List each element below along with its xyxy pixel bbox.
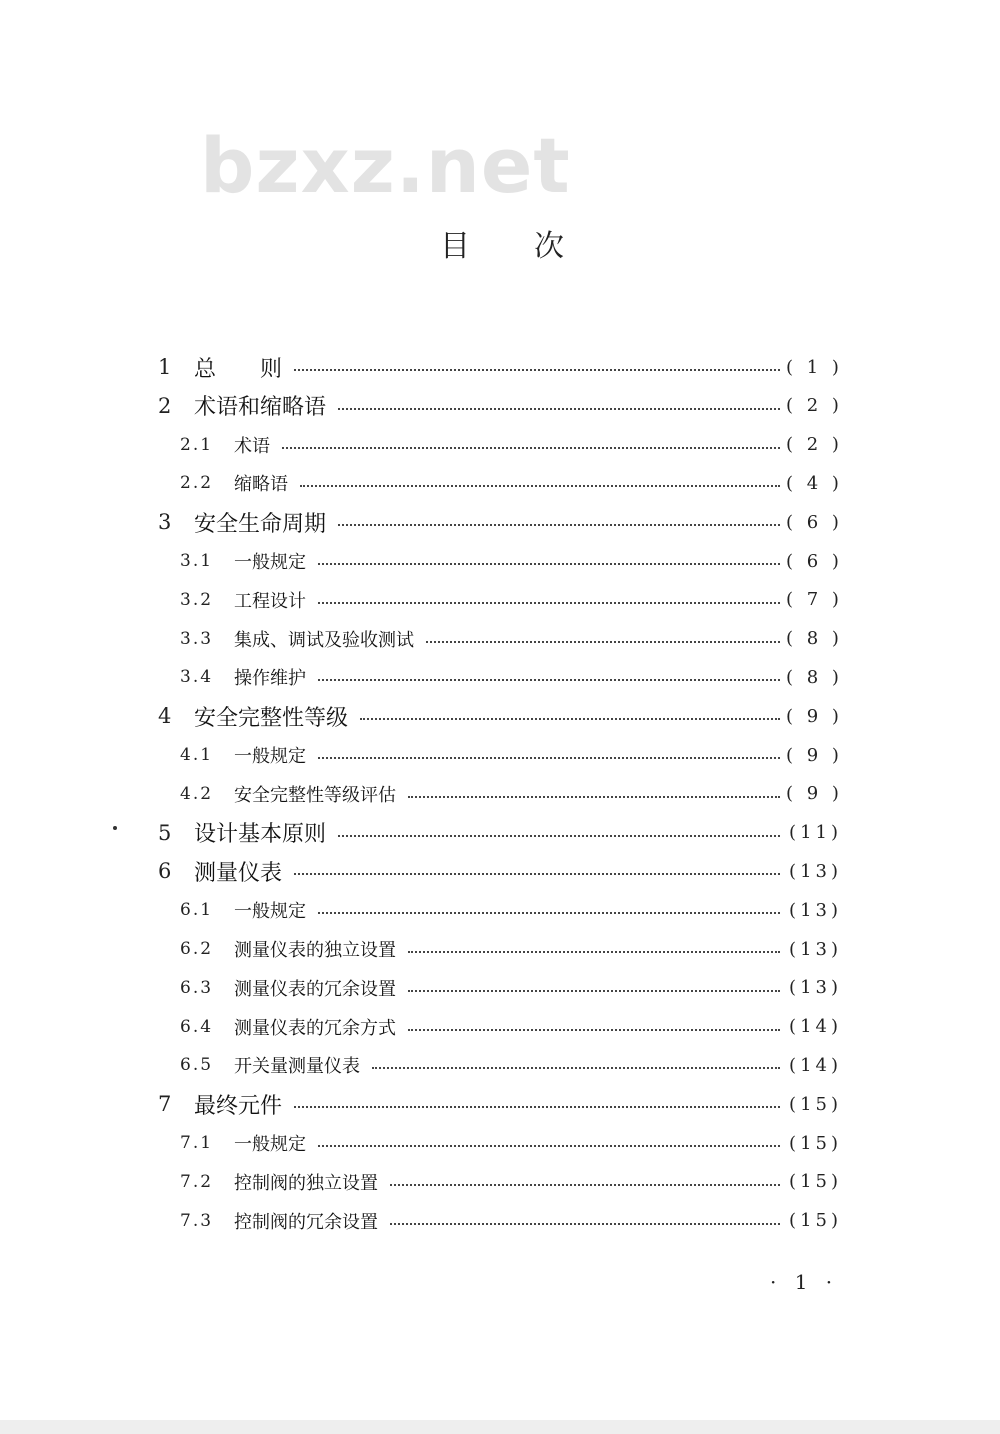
toc-leader-dots — [294, 1106, 780, 1108]
toc-leader-dots — [338, 524, 780, 526]
toc-entry-number: 6.3 — [180, 977, 214, 998]
toc-leader-dots — [390, 1184, 780, 1186]
stray-dot — [113, 826, 117, 830]
toc-entry[interactable] — [0, 1008, 1000, 1046]
bottom-bar — [0, 1420, 1000, 1434]
toc-entry-title: 操作维护 — [234, 664, 312, 690]
toc-leader-dots — [318, 563, 780, 565]
toc-entry-page: ( 4 ) — [786, 472, 843, 494]
toc-entry-number: 3.1 — [180, 551, 214, 571]
toc-leader-dots — [300, 485, 780, 487]
toc-leader-dots — [408, 796, 780, 798]
toc-entry-page: ( 6 ) — [786, 550, 843, 572]
toc-entry[interactable] — [0, 620, 1000, 658]
toc-entry-page: ( 9 ) — [786, 705, 843, 727]
toc-entry-number: 7.3 — [180, 1210, 214, 1231]
toc-leader-dots — [282, 447, 780, 449]
toc-entry-number: 6.5 — [180, 1055, 214, 1076]
toc-entry-title: 控制阀的独立设置 — [234, 1169, 384, 1195]
toc-entry[interactable] — [0, 814, 1000, 852]
toc-entry-title: 集成、调试及验收测试 — [234, 626, 420, 652]
toc-entry-page: (11) — [789, 822, 842, 844]
toc-leader-dots — [318, 679, 780, 681]
toc-entry-page: ( 8 ) — [786, 666, 843, 688]
toc-entry-number: 6.2 — [180, 939, 214, 959]
toc-entry-page: ( 8 ) — [786, 628, 843, 650]
toc-entry-title: 开关量测量仪表 — [234, 1052, 366, 1078]
toc-entry[interactable] — [0, 348, 1000, 386]
toc-leader-dots — [408, 990, 780, 992]
toc-entry[interactable] — [0, 697, 1000, 735]
toc-leader-dots — [426, 641, 780, 643]
toc-entry[interactable] — [0, 891, 1000, 929]
toc-leader-dots — [390, 1223, 780, 1225]
toc-entry-number: 6.1 — [180, 900, 214, 921]
toc-leader-dots — [294, 369, 780, 371]
toc-entry-title: 一般规定 — [234, 897, 312, 923]
toc-entry[interactable] — [0, 1163, 1000, 1201]
toc-entry[interactable] — [0, 387, 1000, 425]
toc-entry-number: 2 — [158, 393, 172, 418]
toc-entry-title: 安全生命周期 — [194, 507, 332, 538]
toc-entry-number: 6 — [158, 859, 172, 884]
toc-entry[interactable] — [0, 852, 1000, 890]
toc-entry-number: 2.2 — [180, 473, 214, 494]
toc-entry-number: 3.4 — [180, 667, 214, 688]
toc-leader-dots — [408, 1029, 780, 1031]
toc-entry-page: (13) — [789, 938, 842, 960]
toc-leader-dots — [318, 912, 780, 914]
toc-entry-number: 4.2 — [180, 783, 214, 804]
toc-entry-page: ( 9 ) — [786, 744, 843, 766]
toc-entry-number: 1 — [158, 355, 172, 379]
toc-leader-dots — [372, 1067, 780, 1069]
toc-entry-number: 7.1 — [180, 1133, 214, 1153]
toc-entry-page: (13) — [789, 977, 842, 999]
toc-entry-page: (13) — [789, 860, 842, 882]
toc-entry[interactable] — [0, 1202, 1000, 1240]
toc-entry[interactable] — [0, 1046, 1000, 1084]
toc-entry-page: (15) — [789, 1210, 842, 1232]
toc-entry[interactable] — [0, 426, 1000, 464]
toc-leader-dots — [318, 757, 780, 759]
toc-entry-page: (15) — [789, 1093, 842, 1115]
toc-leader-dots — [338, 408, 780, 410]
toc-entry[interactable] — [0, 581, 1000, 619]
toc-entry-number: 4.1 — [180, 745, 214, 765]
toc-entry-page: ( 6 ) — [786, 511, 843, 533]
toc-leader-dots — [318, 602, 780, 604]
toc-entry-title: 总 则 — [194, 352, 288, 383]
toc-entry-title: 测量仪表的独立设置 — [234, 936, 402, 962]
toc-entry[interactable] — [0, 464, 1000, 502]
toc-entry-number: 3.2 — [180, 589, 214, 610]
toc-entry-page: ( 7 ) — [786, 589, 843, 611]
toc-entry-title: 设计基本原则 — [194, 817, 332, 848]
toc-entry-number: 3.3 — [180, 628, 214, 649]
toc-entry-title: 安全完整性等级 — [194, 701, 354, 732]
toc-entry[interactable] — [0, 969, 1000, 1007]
toc-entry-page: (14) — [789, 1016, 842, 1038]
toc-entry-title: 术语 — [234, 432, 276, 458]
toc-entry-page: ( 9 ) — [786, 783, 843, 805]
toc-entry-title: 控制阀的冗余设置 — [234, 1208, 384, 1234]
toc-entry-page: (15) — [789, 1132, 842, 1154]
toc-entry-number: 5 — [158, 820, 172, 845]
toc-entry-number: 7 — [158, 1092, 172, 1117]
toc-entry-number: 7.2 — [180, 1171, 214, 1192]
page-title: 目次 — [440, 229, 628, 264]
toc-entry-title: 测量仪表的冗余设置 — [234, 975, 402, 1001]
toc-entry[interactable] — [0, 930, 1000, 968]
toc-leader-dots — [360, 718, 780, 720]
toc-entry-title: 最终元件 — [194, 1089, 288, 1120]
page-number: · 1 · — [770, 1270, 839, 1294]
toc-entry[interactable] — [0, 503, 1000, 541]
toc-entry-number: 4 — [158, 704, 172, 729]
toc-leader-dots — [318, 1145, 780, 1147]
toc-leader-dots — [408, 951, 780, 953]
toc-entry-title: 缩略语 — [234, 470, 294, 496]
toc-entry-title: 测量仪表 — [194, 856, 288, 887]
toc-entry-page: (13) — [789, 899, 842, 921]
toc-entry-page: ( 1 ) — [786, 356, 843, 378]
toc-entry-title: 安全完整性等级评估 — [234, 781, 402, 807]
toc-entry[interactable] — [0, 775, 1000, 813]
toc-leader-dots — [294, 873, 780, 875]
toc-entry[interactable] — [0, 736, 1000, 774]
toc-entry-title: 一般规定 — [234, 548, 312, 574]
toc-entry-number: 3 — [158, 510, 172, 535]
toc-entry-page: ( 2 ) — [786, 434, 843, 456]
toc-entry-page: (14) — [789, 1054, 842, 1076]
toc-leader-dots — [338, 835, 780, 837]
toc-entry[interactable] — [0, 658, 1000, 696]
toc-entry-number: 6.4 — [180, 1016, 214, 1037]
toc-entry[interactable] — [0, 1124, 1000, 1162]
watermark: bzxz.net — [200, 121, 571, 210]
toc-entry-title: 术语和缩略语 — [194, 390, 332, 421]
toc-entry-title: 测量仪表的冗余方式 — [234, 1014, 402, 1040]
toc-entry-title: 工程设计 — [234, 587, 312, 613]
toc-entry-title: 一般规定 — [234, 1130, 312, 1156]
toc-entry-page: (15) — [789, 1171, 842, 1193]
toc-entry-title: 一般规定 — [234, 742, 312, 768]
toc-entry-number: 2.1 — [180, 434, 214, 455]
toc-entry[interactable] — [0, 1085, 1000, 1123]
toc-entry[interactable] — [0, 542, 1000, 580]
toc-entry-page: ( 2 ) — [786, 395, 843, 417]
